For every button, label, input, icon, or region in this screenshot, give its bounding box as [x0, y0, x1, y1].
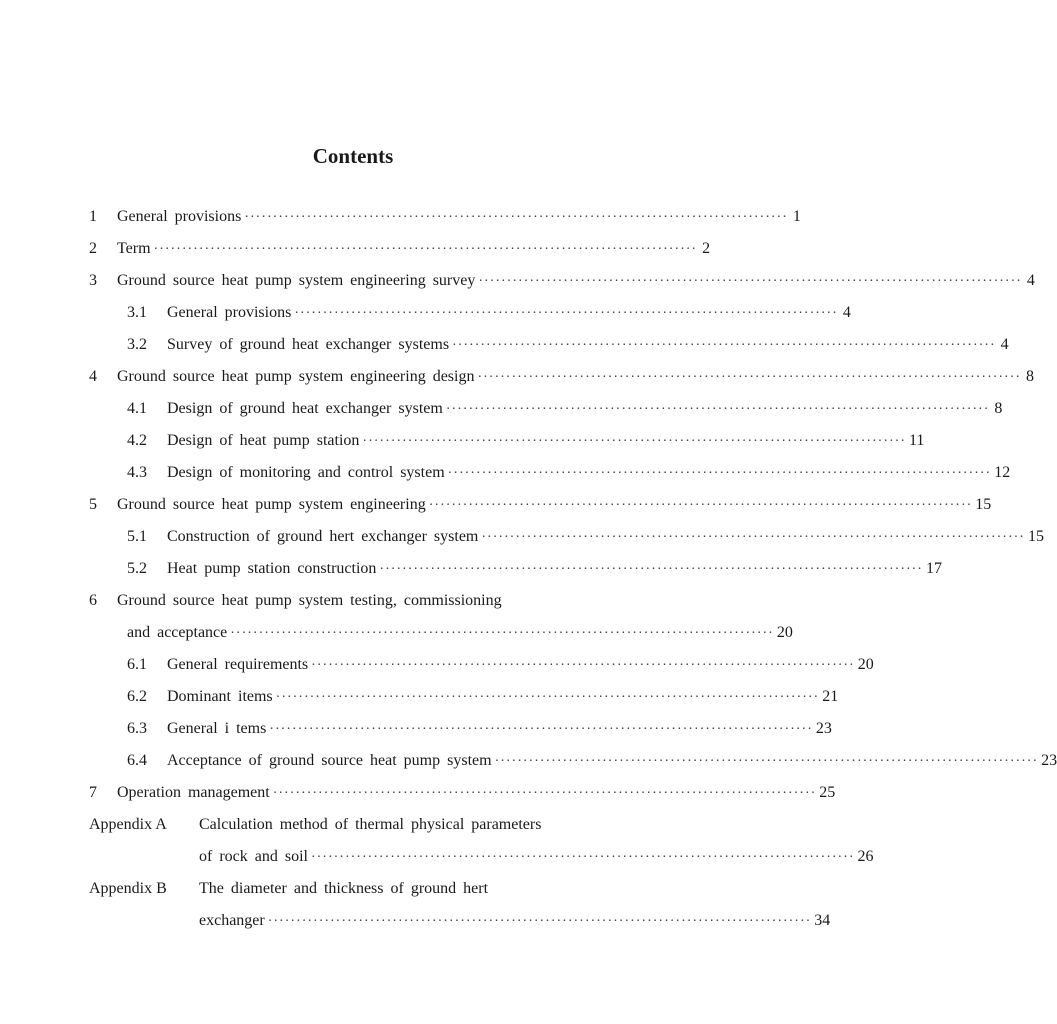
- toc-leader: ································································································: [447, 466, 992, 481]
- toc-entry[interactable]: [89, 777, 836, 809]
- toc-number: 6.2: [127, 688, 147, 705]
- toc-entry[interactable]: [127, 297, 851, 329]
- toc-number: 1: [89, 208, 97, 225]
- toc-leader: ································································································: [230, 626, 774, 641]
- toc-number: 7: [89, 784, 97, 801]
- toc-title: Design of heat pump station: [167, 432, 360, 449]
- toc-page: 8: [994, 400, 1003, 417]
- toc-title: Heat pump station construction: [167, 560, 377, 577]
- toc-leader: ································································································: [379, 562, 923, 577]
- toc-number: 2: [89, 240, 97, 257]
- toc-leader: ································································································: [310, 850, 855, 865]
- toc-number: Appendix A: [89, 816, 167, 833]
- toc-entry[interactable]: [127, 745, 1057, 777]
- toc-leader: ································································································: [452, 338, 996, 353]
- toc-entry-continuation[interactable]: [199, 905, 831, 937]
- toc-number: 3.1: [127, 304, 147, 321]
- toc-title: Ground source heat pump system engineering: [117, 496, 426, 513]
- toc-title: Ground source heat pump system engineering design: [117, 368, 475, 385]
- toc-number: 4.3: [127, 464, 147, 481]
- toc-title: Design of monitoring and control system: [167, 464, 445, 481]
- toc-entry[interactable]: [89, 361, 1035, 393]
- toc-entry[interactable]: [89, 489, 992, 521]
- toc-leader: ································································································: [269, 722, 813, 737]
- toc-leader: ································································································: [275, 690, 820, 705]
- toc-number: 3.2: [127, 336, 147, 353]
- toc-leader: ································································································: [362, 434, 906, 449]
- toc-page: 15: [975, 496, 992, 513]
- toc-entry[interactable]: [127, 425, 925, 457]
- toc-page: 2: [702, 240, 711, 257]
- toc-page: 12: [994, 464, 1011, 481]
- toc-entry[interactable]: [89, 585, 614, 617]
- toc-entry-continuation[interactable]: [127, 617, 793, 649]
- toc-number: 3: [89, 272, 97, 289]
- toc-number: 5.2: [127, 560, 147, 577]
- toc-entry[interactable]: [127, 521, 1044, 553]
- toc-entry[interactable]: [89, 233, 711, 265]
- toc-number: 6.1: [127, 656, 147, 673]
- toc-entry[interactable]: [89, 201, 801, 233]
- toc-entry[interactable]: [127, 457, 1011, 489]
- toc-entry[interactable]: [127, 393, 1003, 425]
- toc-title: General provisions: [167, 304, 292, 321]
- toc-title: Ground source heat pump system testing, commissioning: [117, 592, 502, 609]
- toc-page: 26: [857, 848, 874, 865]
- toc-page: 21: [822, 688, 839, 705]
- toc-page: 4: [1000, 336, 1009, 353]
- toc-page: 1: [792, 208, 801, 225]
- toc-leader: ································································································: [244, 210, 788, 225]
- toc-title: Survey of ground heat exchanger systems: [167, 336, 450, 353]
- toc-title: General i tems: [167, 720, 267, 737]
- toc-entry[interactable]: [127, 681, 839, 713]
- toc-entry[interactable]: [127, 553, 942, 585]
- toc-entry[interactable]: [127, 329, 1009, 361]
- toc-title: exchanger: [199, 912, 265, 929]
- toc-title: Ground source heat pump system engineering survey: [117, 272, 476, 289]
- toc-page: 8: [1026, 368, 1035, 385]
- toc-page: 20: [857, 656, 874, 673]
- toc-title: Operation management: [117, 784, 270, 801]
- toc-title: Design of ground heat exchanger system: [167, 400, 443, 417]
- toc-title: Calculation method of thermal physical parameters: [199, 816, 542, 833]
- toc-page: 17: [925, 560, 942, 577]
- toc-number: 5.1: [127, 528, 147, 545]
- toc-leader: ································································································: [153, 242, 698, 257]
- toc-number: 4: [89, 368, 97, 385]
- toc-number: 5: [89, 496, 97, 513]
- toc-title: Acceptance of ground source heat pump system: [167, 752, 492, 769]
- toc-number: 6.3: [127, 720, 147, 737]
- toc-title: Construction of ground hert exchanger system: [167, 528, 479, 545]
- toc-leader: ································································································: [478, 274, 1022, 289]
- toc-page: 11: [908, 432, 925, 449]
- toc-entry-continuation[interactable]: [199, 841, 874, 873]
- toc-number: Appendix B: [89, 880, 167, 897]
- toc-number: 4.1: [127, 400, 147, 417]
- toc-title: of rock and soil: [199, 848, 308, 865]
- toc-entry[interactable]: [89, 873, 614, 905]
- toc-page: 15: [1027, 528, 1044, 545]
- toc-title: General requirements: [167, 656, 309, 673]
- toc-entry[interactable]: [89, 265, 1035, 297]
- toc-title: Term: [117, 240, 151, 257]
- toc-page: 4: [842, 304, 851, 321]
- page-title: Contents: [312, 144, 394, 168]
- toc-entry[interactable]: [127, 713, 832, 745]
- toc-title: General provisions: [117, 208, 242, 225]
- toc-number: 6: [89, 592, 97, 609]
- toc-leader: ································································································: [477, 370, 1022, 385]
- toc-leader: ································································································: [494, 754, 1039, 769]
- toc-leader: ································································································: [294, 306, 838, 321]
- toc-page: 23: [1041, 752, 1057, 769]
- toc-number: 4.2: [127, 432, 147, 449]
- toc-leader: ································································································: [311, 658, 855, 673]
- toc-page: 4: [1026, 272, 1035, 289]
- toc-entry[interactable]: [89, 809, 614, 841]
- toc-leader: ································································································: [445, 402, 990, 417]
- toc-entry[interactable]: [127, 649, 874, 681]
- toc-page: 23: [815, 720, 832, 737]
- toc-title: and acceptance: [127, 624, 228, 641]
- toc-title: The diameter and thickness of ground hert: [199, 880, 489, 897]
- toc-page: 25: [819, 784, 836, 801]
- toc-title: Dominant items: [167, 688, 273, 705]
- toc-number: 6.4: [127, 752, 147, 769]
- toc-page: 34: [814, 912, 831, 929]
- toc-leader: ································································································: [267, 914, 812, 929]
- toc-leader: ································································································: [481, 530, 1025, 545]
- toc-leader: ································································································: [272, 786, 817, 801]
- toc-leader: ································································································: [428, 498, 973, 513]
- toc-page: 20: [776, 624, 793, 641]
